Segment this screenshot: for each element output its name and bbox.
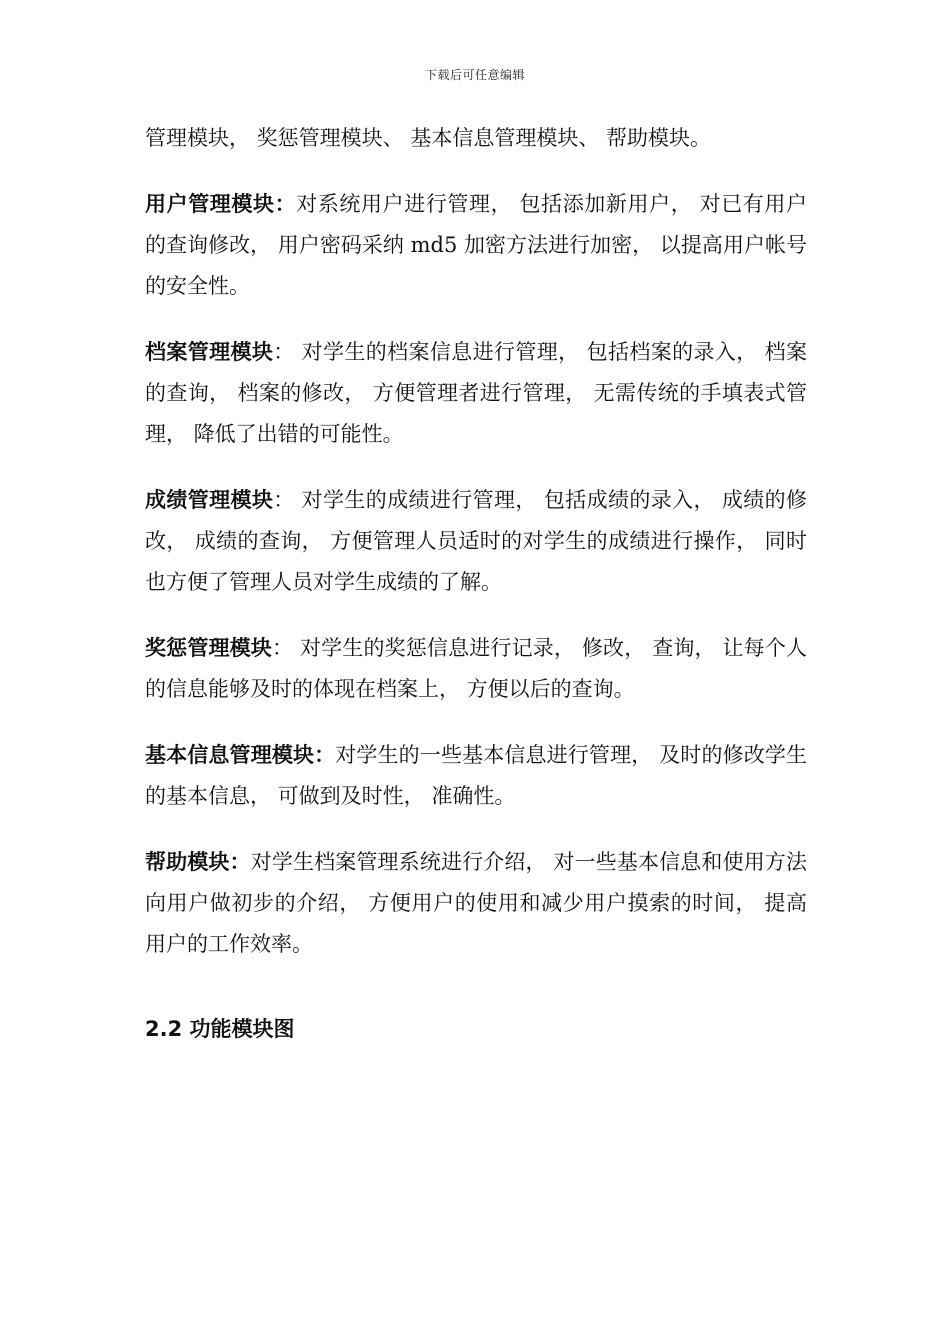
document-body <box>145 118 807 1050</box>
module-description: 对学生档案管理系统进行介绍， 对一些基本信息和使用方法向用户做初步的介绍， 方便用户的使用和减少用户摸索的时间， 提高用户的工作效率。 <box>145 850 807 956</box>
module-reward-punishment-management <box>145 628 807 710</box>
page-header-note: 下载后可任意编辑 <box>424 68 525 82</box>
module-term: 档案管理模块 <box>145 340 274 364</box>
module-help <box>145 842 807 965</box>
module-term: 基本信息管理模块： <box>145 743 336 767</box>
module-description: 对系统用户进行管理， 包括添加新用户， 对已有用户的查询修改， 用户密码采纳 md5 加密方法进行加密， 以提高用户帐号的安全性。 <box>145 192 807 298</box>
module-term: 成绩管理模块 <box>145 488 274 512</box>
module-archive-management <box>145 332 807 455</box>
module-description: ： 对学生的档案信息进行管理， 包括档案的录入， 档案的查询， 档案的修改， 方便管理者进行管理， 无需传统的手填表式管理， 降低了出错的可能性。 <box>145 340 807 446</box>
section-heading: 2.2 功能模块图 <box>145 1017 295 1041</box>
module-user-management <box>145 184 807 307</box>
intro-paragraph: 管理模块， 奖惩管理模块、 基本信息管理模块、 帮助模块。 <box>145 126 712 150</box>
module-term: 奖惩管理模块 <box>145 636 272 660</box>
module-grade-management <box>145 480 807 603</box>
module-term: 帮助模块： <box>145 850 251 874</box>
module-description: 对学生的一些基本信息进行管理， 及时的修改学生的基本信息， 可做到及时性， 准确性。 <box>145 743 807 808</box>
module-description: ： 对学生的奖惩信息进行记录， 修改， 查询， 让每个人的信息能够及时的体现在档案上， 方便以后的查询。 <box>145 636 808 701</box>
module-basic-info-management <box>145 735 807 817</box>
module-term: 用户管理模块： <box>145 192 297 216</box>
module-description: ： 对学生的成绩进行管理， 包括成绩的录入， 成绩的修改， 成绩的查询， 方便管理人员适时的对学生的成绩进行操作， 同时也方便了管理人员对学生成绩的了解。 <box>145 488 807 594</box>
